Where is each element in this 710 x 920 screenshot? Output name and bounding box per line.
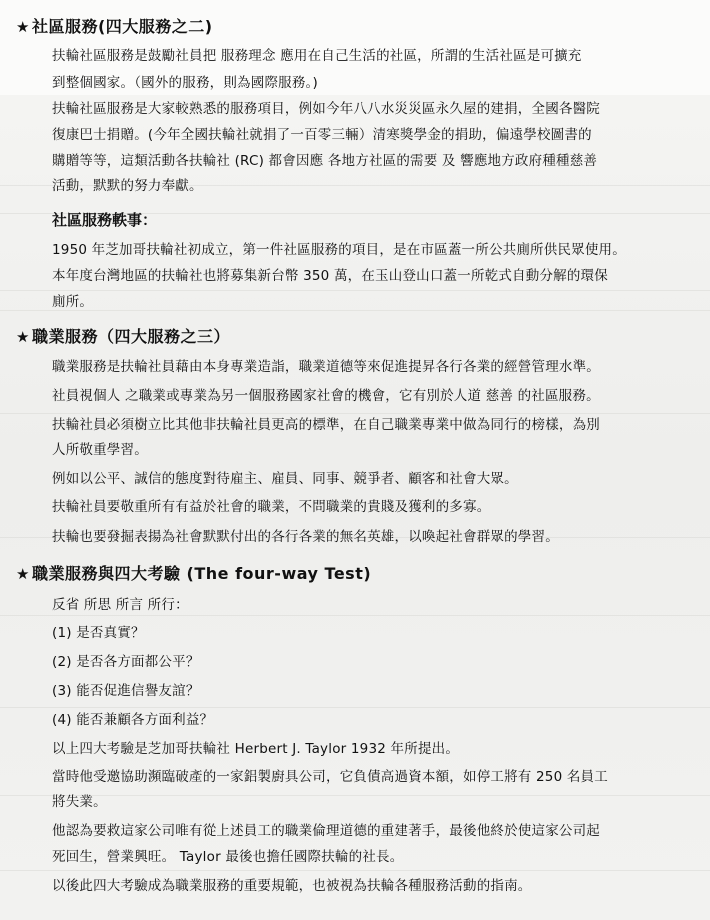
section2-title: ★ 社區服務(四大服務之二) (16, 17, 213, 36)
star-icon: ★ (16, 565, 30, 583)
section3-line: 扶輪也要發掘表揚為社會默默付出的各行各業的無名英雄，以喚起社會群眾的學習。 (52, 529, 559, 545)
section4-line: 死回生，營業興旺。 Taylor 最後也擔任國際扶輪的社長。 (52, 849, 404, 865)
section3-title: ★ 職業服務（四大服務之三） (16, 327, 230, 346)
section4-line: 以後此四大考驗成為職業服務的重要規範，也被視為扶輪各種服務活動的指南。 (52, 878, 532, 894)
four-way-test-item: (1) 是否真實？ (52, 625, 145, 641)
section3-line: 例如以公平、誠信的態度對待雇主、雇員、同事、競爭者、顧客和社會大眾。 (52, 471, 518, 487)
section4-line: 以上四大考驗是芝加哥扶輪社 Herbert J. Taylor 1932 年所提出。 (52, 741, 460, 757)
four-way-test-item: (2) 是否各方面都公平？ (52, 654, 200, 670)
section4-line: 將失業。 (52, 794, 107, 810)
four-way-test-item: (4) 能否兼顧各方面利益？ (52, 712, 214, 728)
section2-line: 復康巴士捐贈。(今年全國扶輪社就捐了一百零三輛）清寒獎學金的捐助，偏遠學校圖書的 (52, 127, 592, 143)
section2-line: 扶輪社區服務是大家較熟悉的服務項目，例如今年八八水災災區永久屋的建捐，全國各醫院 (52, 101, 600, 117)
anecdote-line: 1950 年芝加哥扶輪社初成立，第一件社區服務的項目，是在市區蓋一所公共廁所供民眾使用。 (52, 242, 626, 258)
section2-line: 到整個國家。（國外的服務，則為國際服務。) (52, 75, 318, 91)
section2-line: 活動，默默的努力奉獻。 (52, 178, 203, 194)
section3-line: 扶輪社員要敬重所有有益於社會的職業，不問職業的貴賤及獲利的多寡。 (52, 499, 491, 515)
section3-line: 職業服務是扶輪社員藉由本身專業造詣，職業道德等來促進提昇各行各業的經營管理水準。 (52, 359, 600, 375)
anecdote-title: 社區服務軼事： (52, 211, 158, 229)
four-way-intro: 反省 所思 所言 所行： (52, 597, 189, 613)
section3-line: 社員視個人 之職業或專業為另一個服務國家社會的機會，它有別於人道 慈善 的社區服務。 (52, 388, 600, 404)
section4-line: 他認為要救這家公司唯有從上述員工的職業倫理道德的重建著手，最後他終於使這家公司起 (52, 823, 600, 839)
section2-line: 購贈等等，這類活動各扶輪社 (RC) 都會因應 各地方社區的需要 及 響應地方政府種種慈善 (52, 153, 598, 169)
anecdote-line: 本年度台灣地區的扶輪社也將募集新台幣 350 萬，在玉山登山口蓋一所乾式自動分解的環保 (52, 268, 608, 284)
section3-line: 人所敬重學習。 (52, 442, 148, 458)
star-icon: ★ (16, 328, 30, 346)
star-icon: ★ (16, 18, 30, 36)
section4-title: ★ 職業服務與四大考驗 (The four-way Test) (16, 564, 372, 583)
four-way-test-item: (3) 能否促進信譽友誼？ (52, 683, 200, 699)
section4-line: 當時他受邀協助瀕臨破產的一家鋁製廚具公司，它負債高過資本額，如停工將有 250 名員工 (52, 769, 608, 785)
anecdote-line: 廁所。 (52, 294, 94, 310)
section3-line: 扶輪社員必須樹立比其他非扶輪社員更高的標準，在自己職業專業中做為同行的榜樣，為別 (52, 417, 600, 433)
section2-line: 扶輪社區服務是鼓勵社員把 服務理念 應用在自己生活的社區，所謂的生活社區是可擴充 (52, 48, 582, 64)
